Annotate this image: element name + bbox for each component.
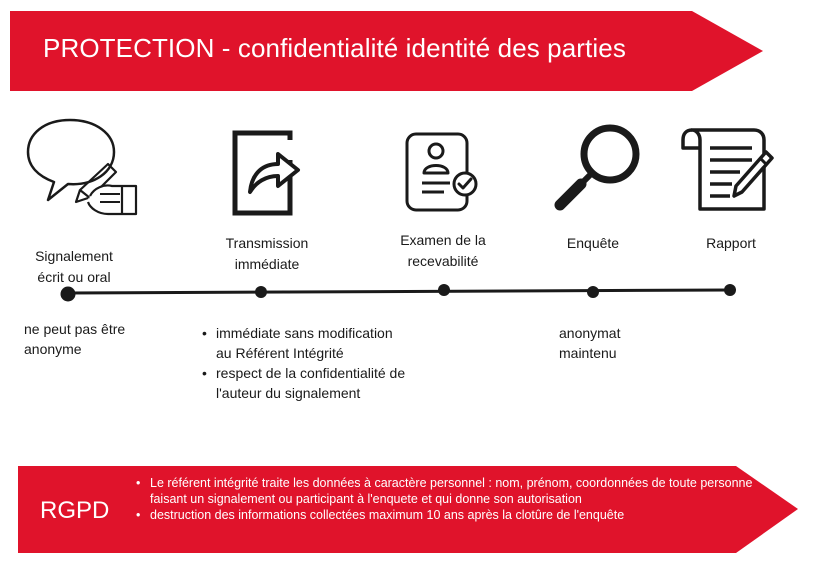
rgpd-item: • Le référent intégrité traite les données à caractère personnel : nom, prénom, coordonnées de toute personne faisant un signalement ou participant à l'enquete et qui donne son autorisation xyxy=(136,475,756,507)
timeline-dot-signalement xyxy=(61,287,76,302)
timeline-line xyxy=(68,290,730,293)
rgpd-list xyxy=(136,475,756,523)
step-label-enquete: Enquête xyxy=(566,235,620,251)
rgpd-item: • destruction des informations collectées maximum 10 ans après la clotûre de l'enquête xyxy=(136,507,756,523)
step-label-signalement: Signalement écrit ou oral xyxy=(35,248,113,285)
timeline-dot-transmission xyxy=(255,286,267,298)
id-badge-check-icon xyxy=(404,131,480,213)
rgpd-banner xyxy=(18,466,798,553)
report-pen-icon xyxy=(680,126,776,212)
timeline-dot-enquete xyxy=(587,286,599,298)
magnifying-glass-icon xyxy=(554,122,644,212)
rgpd-title: RGPD xyxy=(40,497,110,524)
note-signalement: ne peut pas être anonyme xyxy=(24,321,126,357)
note-transmission-item: • respect de la confidentialité de l'auteur du signalement xyxy=(202,363,412,403)
step-label-transmission: Transmission immédiate xyxy=(225,235,309,272)
note-transmission xyxy=(202,323,412,403)
banner-title: PROTECTION - confidentialité identité des parties xyxy=(43,33,626,63)
note-enquete: anonymat maintenu xyxy=(559,325,621,361)
step-label-rapport: Rapport xyxy=(706,235,756,251)
speech-bubble-writing-icon xyxy=(24,116,142,218)
step-label-examen: Examen de la recevabilité xyxy=(400,232,486,269)
timeline-dot-rapport xyxy=(724,284,736,296)
protection-banner xyxy=(10,11,763,91)
note-transmission-item: • immédiate sans modification au Référent Intégrité xyxy=(202,323,412,363)
share-arrow-icon xyxy=(232,130,302,216)
timeline-dot-examen xyxy=(438,284,450,296)
